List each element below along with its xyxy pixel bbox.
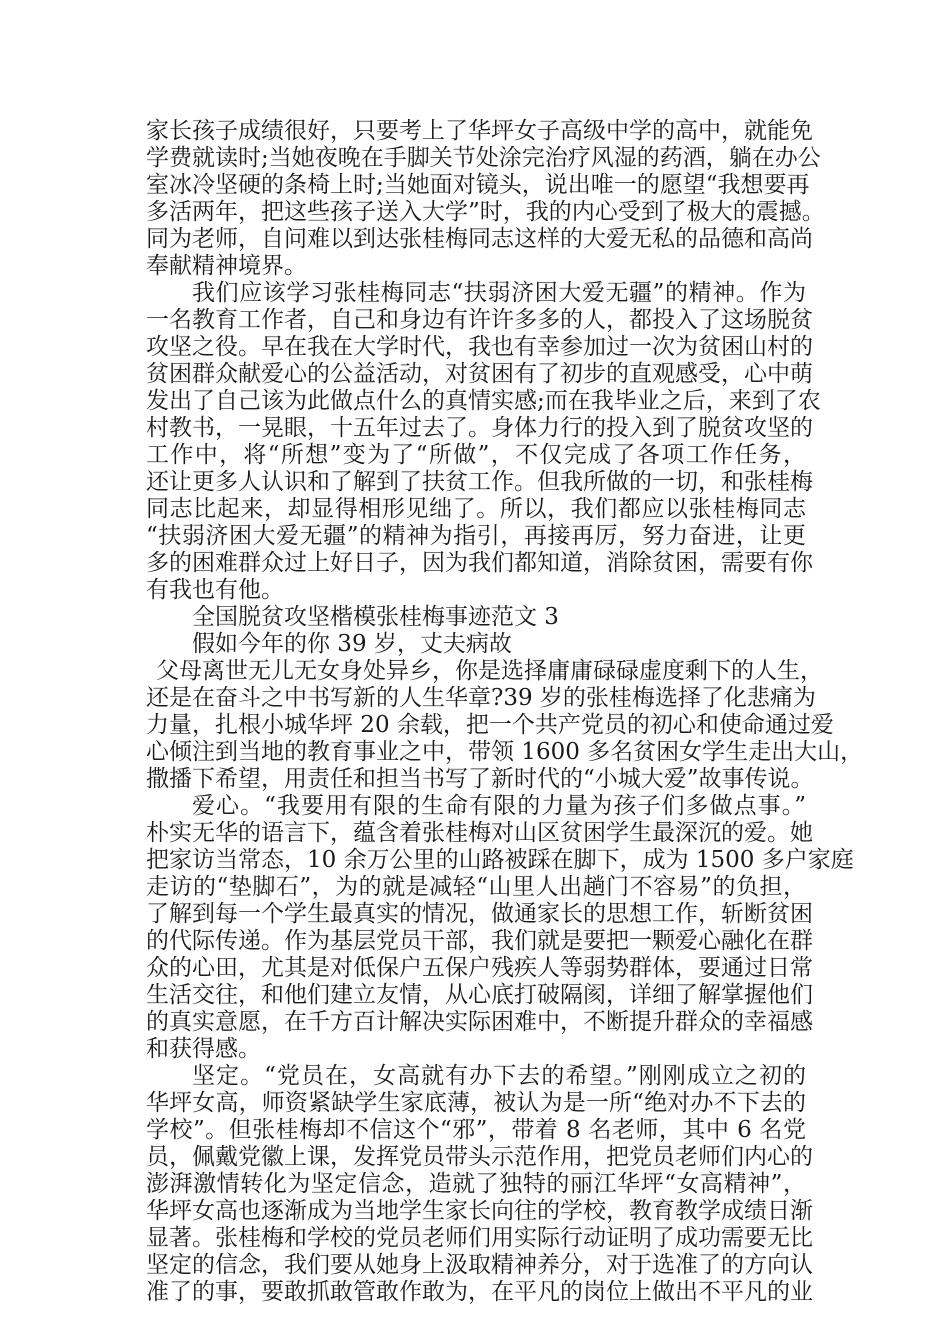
text-line: 还是在奋斗之中书写新的人生华章?39 岁的张桂梅选择了化悲痛为 <box>146 685 816 711</box>
text-line: 朴实无华的语言下，蕴含着张桂梅对山区贫困学生最深沉的爱。她 <box>146 820 813 846</box>
text-line: 澎湃激情转化为坚定信念，造就了独特的丽江华坪“女高精神”， <box>146 1171 806 1197</box>
text-line: 学费就读时;当她夜晚在手脚关节处涂完治疗风湿的药酒，躺在办公 <box>146 145 821 171</box>
text-line: 贫困群众献爱心的公益活动，对贫困有了初步的直观感受，心中萌 <box>146 361 813 387</box>
text-line: 工作中，将“所想”变为了“所做”，不仅完成了各项工作任务， <box>146 442 806 468</box>
text-line: 奉献精神境界。 <box>146 253 307 279</box>
text-line: 村教书，一晃眼，十五年过去了。身体力行的投入到了脱贫攻坚的 <box>146 415 813 441</box>
text-line: 力量，扎根小城华坪 20 余载，把一个共产党员的初心和使命通过爱 <box>146 712 834 738</box>
text-line: 家长孩子成绩很好，只要考上了华坪女子高级中学的高中，就能免 <box>146 118 813 144</box>
text-line: 同为老师，自问难以到达张桂梅同志这样的大爱无私的品德和高尚 <box>146 226 813 252</box>
text-line: 员，佩戴党徽上课，发挥党员带头示范作用，把党员老师们内心的 <box>146 1144 813 1170</box>
text-line: 坚定。“党员在，女高就有办下去的希望。”刚刚成立之初的 <box>192 1063 806 1089</box>
text-line: 准了的事，要敢抓敢管敢作敢为，在平凡的岗位上做出不平凡的业 <box>146 1279 813 1305</box>
text-line: 还让更多人认识和了解到了扶贫工作。但我所做的一切，和张桂梅 <box>146 469 813 495</box>
text-line: 全国脱贫攻坚楷模张桂梅事迹范文 3 <box>192 604 559 630</box>
text-line: 生活交往，和他们建立友情，从心底打破隔阂，详细了解掌握他们 <box>146 982 813 1008</box>
text-line: 一名教育工作者，自己和身边有许许多多的人，都投入了这场脱贫 <box>146 307 813 333</box>
text-line: 和获得感。 <box>146 1036 261 1062</box>
text-line: 华坪女高也逐渐成为当地学生家长向往的学校，教育教学成绩日渐 <box>146 1198 813 1224</box>
text-line: 显著。张桂梅和学校的党员老师们用实际行动证明了成功需要无比 <box>146 1225 813 1251</box>
document-page <box>146 118 864 1306</box>
text-line: 众的心田，尤其是对低保户五保户残疾人等弱势群体，要通过日常 <box>146 955 813 981</box>
text-line: 学校”。但张桂梅却不信这个“邪”，带着 8 名老师，其中 6 名党 <box>146 1117 806 1143</box>
text-line: 了解到每一个学生最真实的情况，做通家长的思想工作，斩断贫困 <box>146 901 813 927</box>
text-line: 室冰冷坚硬的条椅上时;当她面对镜头，说出唯一的愿望“我想要再 <box>146 172 810 198</box>
text-line: 父母离世无儿无女身处异乡，你是选择庸庸碌碌虚度剩下的人生， <box>156 658 823 684</box>
text-line: “扶弱济困大爱无疆”的精神为指引，再接再厉，努力奋进，让更 <box>146 523 806 549</box>
text-line: 把家访当常态，10 余万公里的山路被踩在脚下，成为 1500 多户家庭 <box>146 847 854 873</box>
text-line: 假如今年的你 39 岁，丈夫病故 <box>192 631 512 657</box>
text-line: 爱心。“我要用有限的生命有限的力量为孩子们多做点事。” <box>192 793 806 819</box>
text-line: 心倾注到当地的教育事业之中，带领 1600 多名贫困女学生走出大山， <box>146 739 864 765</box>
text-line: 多的困难群众过上好日子，因为我们都知道，消除贫困，需要有你 <box>146 550 813 576</box>
text-line: 撒播下希望，用责任和担当书写了新时代的“小城大爱”故事传说。 <box>146 766 814 792</box>
text-line: 走访的“垫脚石”，为的就是减轻“山里人出趟门不容易”的负担， <box>146 874 806 900</box>
text-line: 多活两年，把这些孩子送入大学”时，我的内心受到了极大的震撼。 <box>146 199 825 225</box>
text-line: 的代际传递。作为基层党员干部，我们就是要把一颗爱心融化在群 <box>146 928 813 954</box>
text-line: 的真实意愿，在千方百计解决实际困难中，不断提升群众的幸福感 <box>146 1009 813 1035</box>
text-line: 同志比起来，却显得相形见绌了。所以，我们都应以张桂梅同志 <box>146 496 806 522</box>
text-line: 我们应该学习张桂梅同志“扶弱济困大爱无疆”的精神。作为 <box>192 280 806 306</box>
text-line: 发出了自己该为此做点什么的真情实感;而在我毕业之后，来到了农 <box>146 388 821 414</box>
text-line: 有我也有他。 <box>146 577 284 603</box>
text-line: 华坪女高，师资紧缺学生家底薄，被认为是一所“绝对办不下去的 <box>146 1090 806 1116</box>
text-line: 坚定的信念，我们要从她身上汲取精神养分，对于选准了的方向认 <box>146 1252 813 1278</box>
text-line: 攻坚之役。早在我在大学时代，我也有幸参加过一次为贫困山村的 <box>146 334 813 360</box>
